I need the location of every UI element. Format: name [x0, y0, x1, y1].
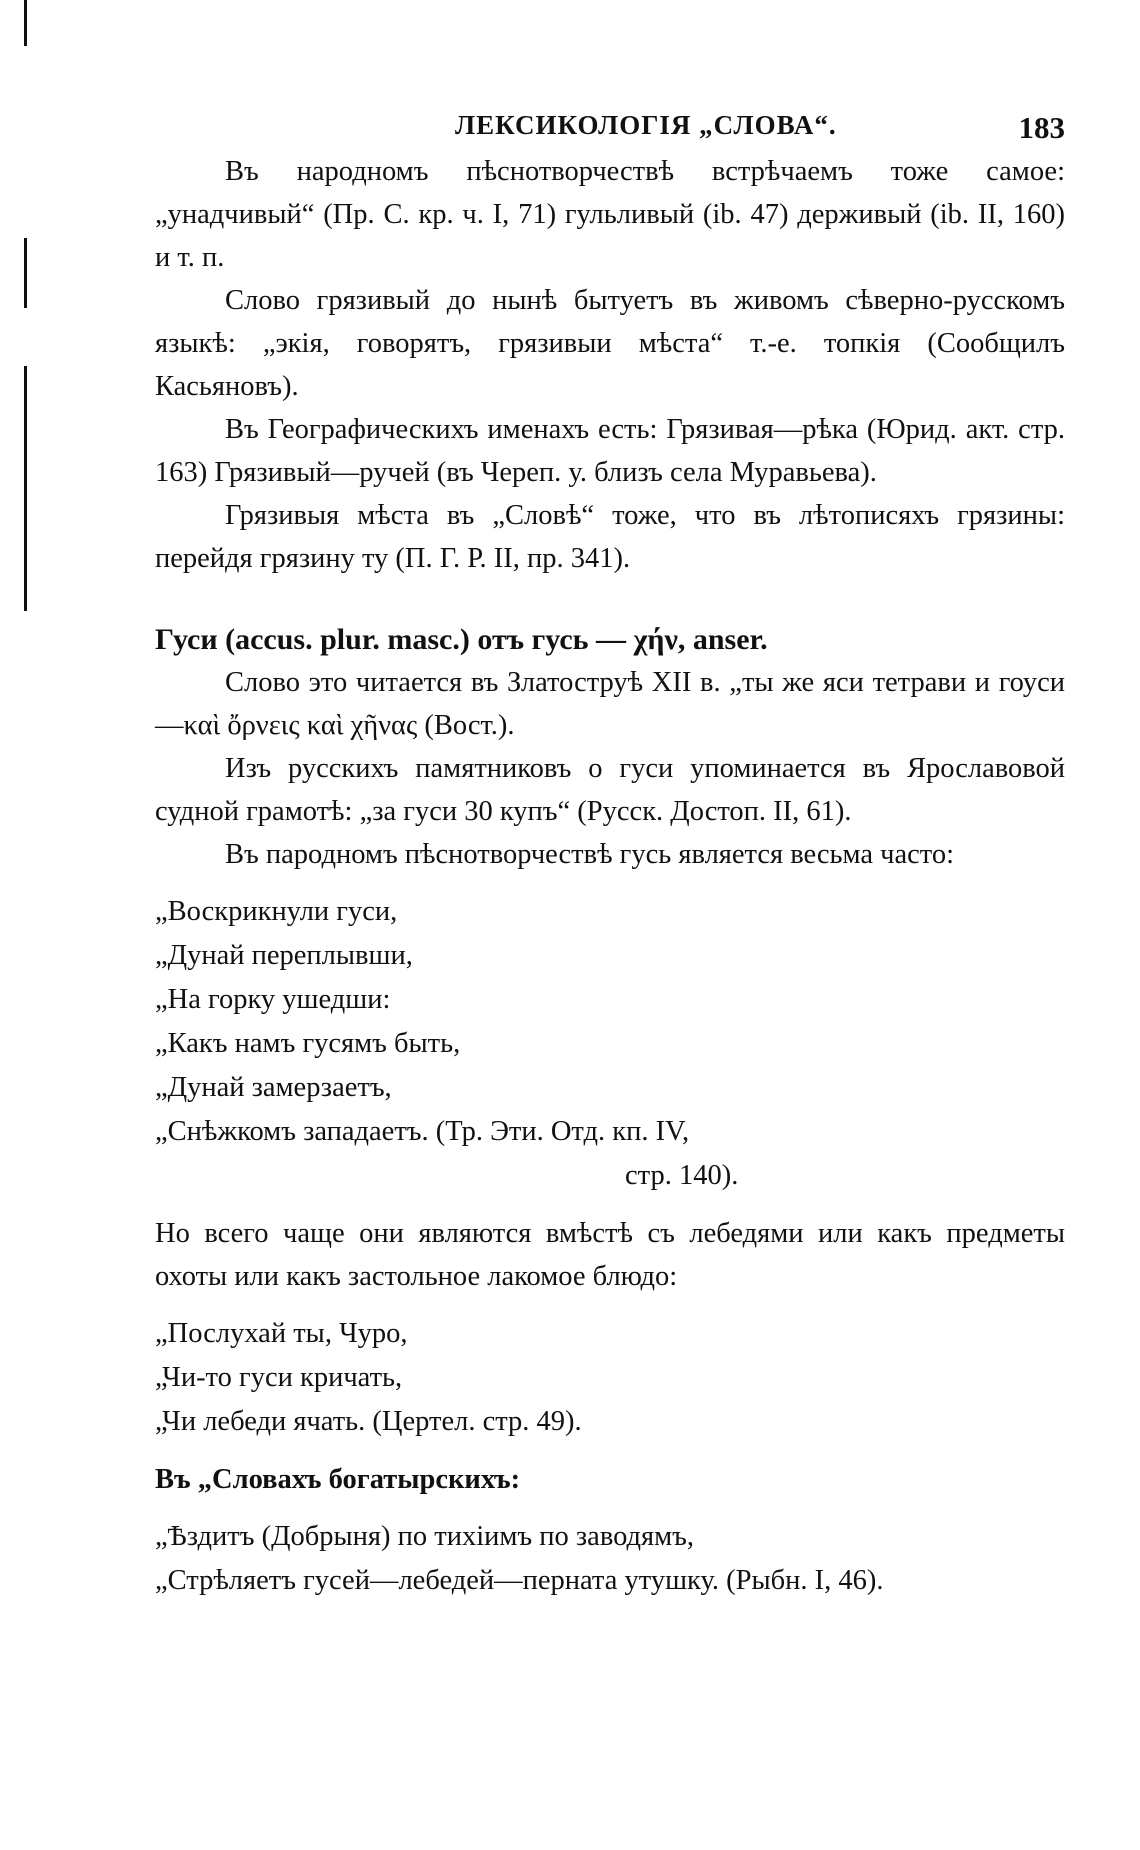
page-number: 183: [1018, 110, 1065, 145]
running-title: ЛЕКСИКОЛОГІЯ „СЛОВА“.: [455, 110, 837, 140]
verse-line: „Дунай замерзаетъ,: [155, 1072, 392, 1103]
section-gap: [155, 580, 1065, 618]
verse-line: „Чи-то гуси кричать,: [155, 1362, 403, 1393]
page-body: [155, 150, 1065, 1603]
paragraph: Но всего чаще они являются вмѣстѣ съ лебедями или какъ предметы охоты или какъ застольное лакомое блюдо:: [155, 1218, 1065, 1292]
verse-line: „Послухай ты, Чуро,: [155, 1318, 408, 1349]
verse-line: „Чи лебеди ячать. (Цертел. стр. 49).: [155, 1406, 582, 1437]
entry-heading: Гуси (accus. plur. masc.) отъ гусь — χήν, anser.: [155, 623, 768, 656]
scan-edge-mark-middle: [24, 238, 27, 308]
scan-edge-mark-lower: [24, 366, 27, 611]
paragraph: Слово это читается въ Златоструѣ XII в. „ты же яси тетрави и гоуси—καὶ ὄρνεις καὶ χῆνας (Вост.).: [155, 667, 1065, 741]
verse-quotation: [155, 890, 1065, 1198]
verse-citation-continuation: стр. 140).: [625, 1160, 739, 1191]
verse-line: „На горку ушедши:: [155, 984, 391, 1015]
verse-line: „Дунай переплывши,: [155, 940, 413, 971]
verse-line: „Воскрикнули гуси,: [155, 896, 398, 927]
paragraph: Въ народномъ пѣснотворчествѣ встрѣчаемъ тоже самое: „унадчивый“ (Пр. С. кр. ч. I, 71) гульливый (ib. 47) держивый (ib. II, 160) и т. п.: [155, 156, 1065, 273]
verse-line: „Стрѣляетъ гусей—лебедей—перната утушку. (Рыбн. I, 46).: [155, 1565, 884, 1596]
paragraph: Въ „Словахъ богатырскихъ:: [155, 1464, 521, 1495]
paragraph: Въ Географическихъ именахъ есть: Грязивая—рѣка (Юрид. акт. стр. 163) Грязивый—ручей (въ Череп. у. близъ села Муравьева).: [155, 414, 1065, 488]
verse-quotation: [155, 1312, 1065, 1444]
page-header: [155, 100, 1065, 150]
verse-line: „Какъ намъ гусямъ быть,: [155, 1028, 461, 1059]
paragraph: Изъ русскихъ памятниковъ о гуси упоминается въ Ярославовой судной грамотѣ: „за гуси 30 купъ“ (Русск. Достоп. II, 61).: [155, 753, 1065, 827]
paragraph: Слово грязивый до нынѣ бытуетъ въ живомъ сѣверно-русскомъ языкѣ: „экія, говорятъ, грязивыи мѣста“ т.-е. топкія (Сообщилъ Касьяновъ).: [155, 285, 1065, 402]
paragraph: Въ пародномъ пѣснотворчествѣ гусь является весьма часто:: [225, 839, 955, 870]
verse-line: „Снѣжкомъ западаетъ. (Тр. Эти. Отд. кп. IV,: [155, 1116, 690, 1147]
verse-line: „Ѣздитъ (Добрыня) по тихіимъ по заводямъ,: [155, 1521, 695, 1552]
book-page: [155, 100, 1065, 1617]
scan-edge-mark-top: [24, 0, 27, 46]
paragraph: Грязивыя мѣста въ „Словѣ“ тоже, что въ лѣтописяхъ грязины: перейдя грязину ту (П. Г. Р. II, пр. 341).: [155, 500, 1065, 574]
verse-quotation: [155, 1515, 1065, 1603]
